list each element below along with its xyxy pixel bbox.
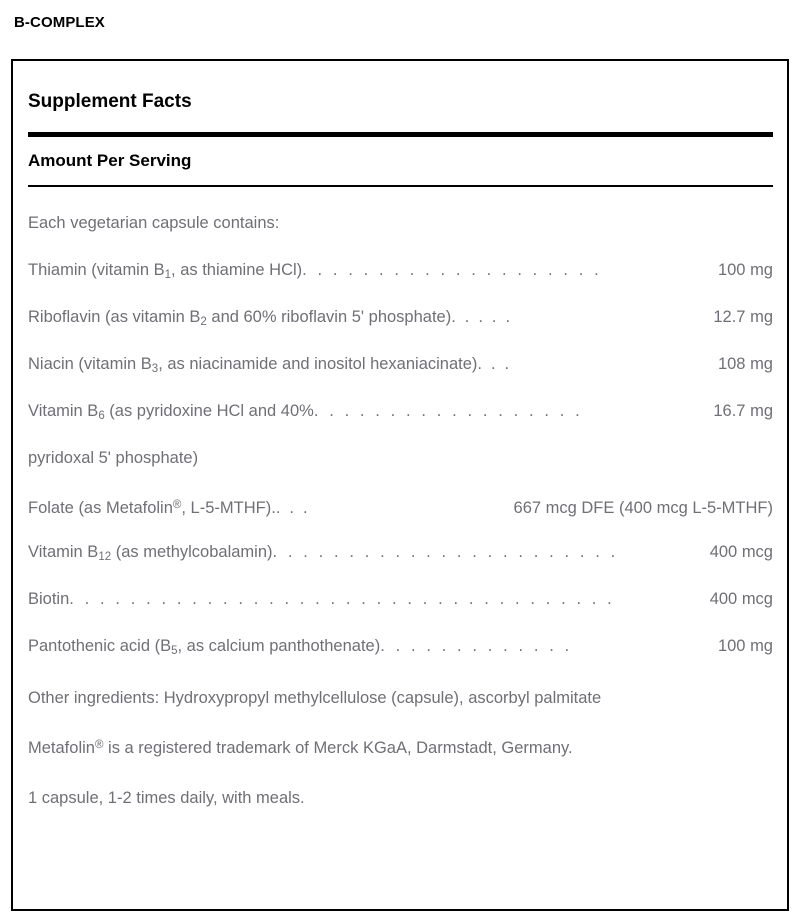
ingredient-row-vitamin-b6-continued <box>28 435 773 482</box>
ingredient-name <box>28 247 302 299</box>
ingredient-amount: 12.7 mg <box>713 308 773 326</box>
ingredient-name-pre: Pantothenic acid (B <box>28 637 172 655</box>
dot-leader: . . . . . . . . . . . . . <box>380 637 573 655</box>
ingredient-amount: 100 mg <box>717 261 773 279</box>
ingredient-name <box>28 482 276 532</box>
ingredient-subscript: 5 <box>171 645 178 658</box>
ingredient-amount: 667 mcg DFE (400 mcg L-5-MTHF) <box>513 499 773 518</box>
ingredient-name <box>28 529 273 581</box>
trademark-body: is a registered trademark of Merck KGaA, Darmstadt, Germany. <box>103 739 573 758</box>
ingredient-intro-row <box>28 200 773 247</box>
ingredient-name-post: , as thiamine HCl) <box>171 261 303 279</box>
trademark-brand: Metafolin <box>28 739 95 758</box>
ingredient-intro-text: Each vegetarian capsule contains: <box>28 214 280 232</box>
dot-leader: . . . . . . . . . . . . . . . . . . . . <box>302 261 602 279</box>
ingredient-row-folate <box>28 482 773 529</box>
amount-per-serving-heading: Amount Per Serving <box>28 151 192 170</box>
dot-leader: . . . . . <box>451 308 513 326</box>
dot-leader: . . . . . . . . . . . . . . . . . . . . . . . . . . . . . . . . . . . . <box>69 590 615 608</box>
ingredient-name-pre: Thiamin (vitamin B <box>28 261 165 279</box>
registered-trademark-icon: ® <box>94 739 104 751</box>
ingredient-subscript: 1 <box>164 269 172 282</box>
ingredient-name-pre: Folate (as Metafolin <box>28 499 173 518</box>
ingredient-row-vitamin-b12 <box>28 529 773 576</box>
ingredient-name-pre: Biotin <box>28 590 70 608</box>
ingredient-name-post: , as niacinamide and inositol hexaniacinate) <box>158 355 478 373</box>
dot-leader: . . . <box>275 499 310 518</box>
ingredient-name-pre: Vitamin B <box>28 543 99 561</box>
ingredient-subscript: 12 <box>98 551 112 564</box>
ingredient-amount: 400 mcg <box>709 590 773 608</box>
ingredient-name <box>28 623 380 675</box>
divider-thin <box>28 185 773 187</box>
ingredient-row-riboflavin <box>28 294 773 341</box>
supplement-facts-panel <box>11 59 789 911</box>
ingredient-row-pantothenic-acid <box>28 623 773 670</box>
ingredient-name <box>28 576 69 628</box>
ingredient-name-post: (as methylcobalamin) <box>111 543 273 561</box>
ingredient-amount: 16.7 mg <box>713 402 773 420</box>
ingredient-row-thiamin <box>28 247 773 294</box>
trademark-notice <box>28 726 740 767</box>
dot-leader: . . . . . . . . . . . . . . . . . . . . . . . <box>272 543 619 561</box>
dot-leader: . . . <box>477 355 512 373</box>
ingredient-name-pre: Vitamin B <box>28 402 99 420</box>
other-ingredients-text: Other ingredients: Hydroxypropyl methylcellulose (capsule), ascorbyl palmitate <box>28 689 602 707</box>
ingredient-amount: 108 mg <box>717 355 773 373</box>
supplement-facts-heading: Supplement Facts <box>28 91 192 112</box>
ingredient-row-niacin <box>28 341 773 388</box>
ingredient-amount: 400 mcg <box>709 543 773 561</box>
ingredient-name-post: , L-5-MTHF). <box>181 499 276 518</box>
directions-text: 1 capsule, 1-2 times daily, with meals. <box>28 789 305 808</box>
ingredient-name-continued: pyridoxal 5' phosphate) <box>28 449 199 467</box>
ingredient-name <box>28 341 477 393</box>
ingredient-subscript: 2 <box>200 316 207 329</box>
ingredient-name-post: (as pyridoxine HCl and 40% <box>104 402 314 420</box>
ingredient-subscript: 3 <box>151 363 159 376</box>
registered-trademark-icon: ® <box>172 499 182 511</box>
ingredient-rows <box>28 200 773 670</box>
ingredient-row-vitamin-b6 <box>28 388 773 435</box>
ingredient-name-post: , as calcium panthothenate) <box>177 637 381 655</box>
ingredient-name <box>28 294 451 346</box>
ingredient-subscript: 6 <box>98 410 105 423</box>
ingredient-amount: 100 mg <box>717 637 773 655</box>
ingredient-row-biotin <box>28 576 773 623</box>
product-title: B-COMPLEX <box>14 14 105 31</box>
ingredient-name-pre: Riboflavin (as vitamin B <box>28 308 201 326</box>
ingredient-name-pre: Niacin (vitamin B <box>28 355 152 373</box>
ingredient-name-post: and 60% riboflavin 5' phosphate) <box>206 308 452 326</box>
divider-thick <box>28 132 773 137</box>
ingredient-name <box>28 388 314 440</box>
dot-leader: . . . . . . . . . . . . . . . . . . <box>313 402 583 420</box>
